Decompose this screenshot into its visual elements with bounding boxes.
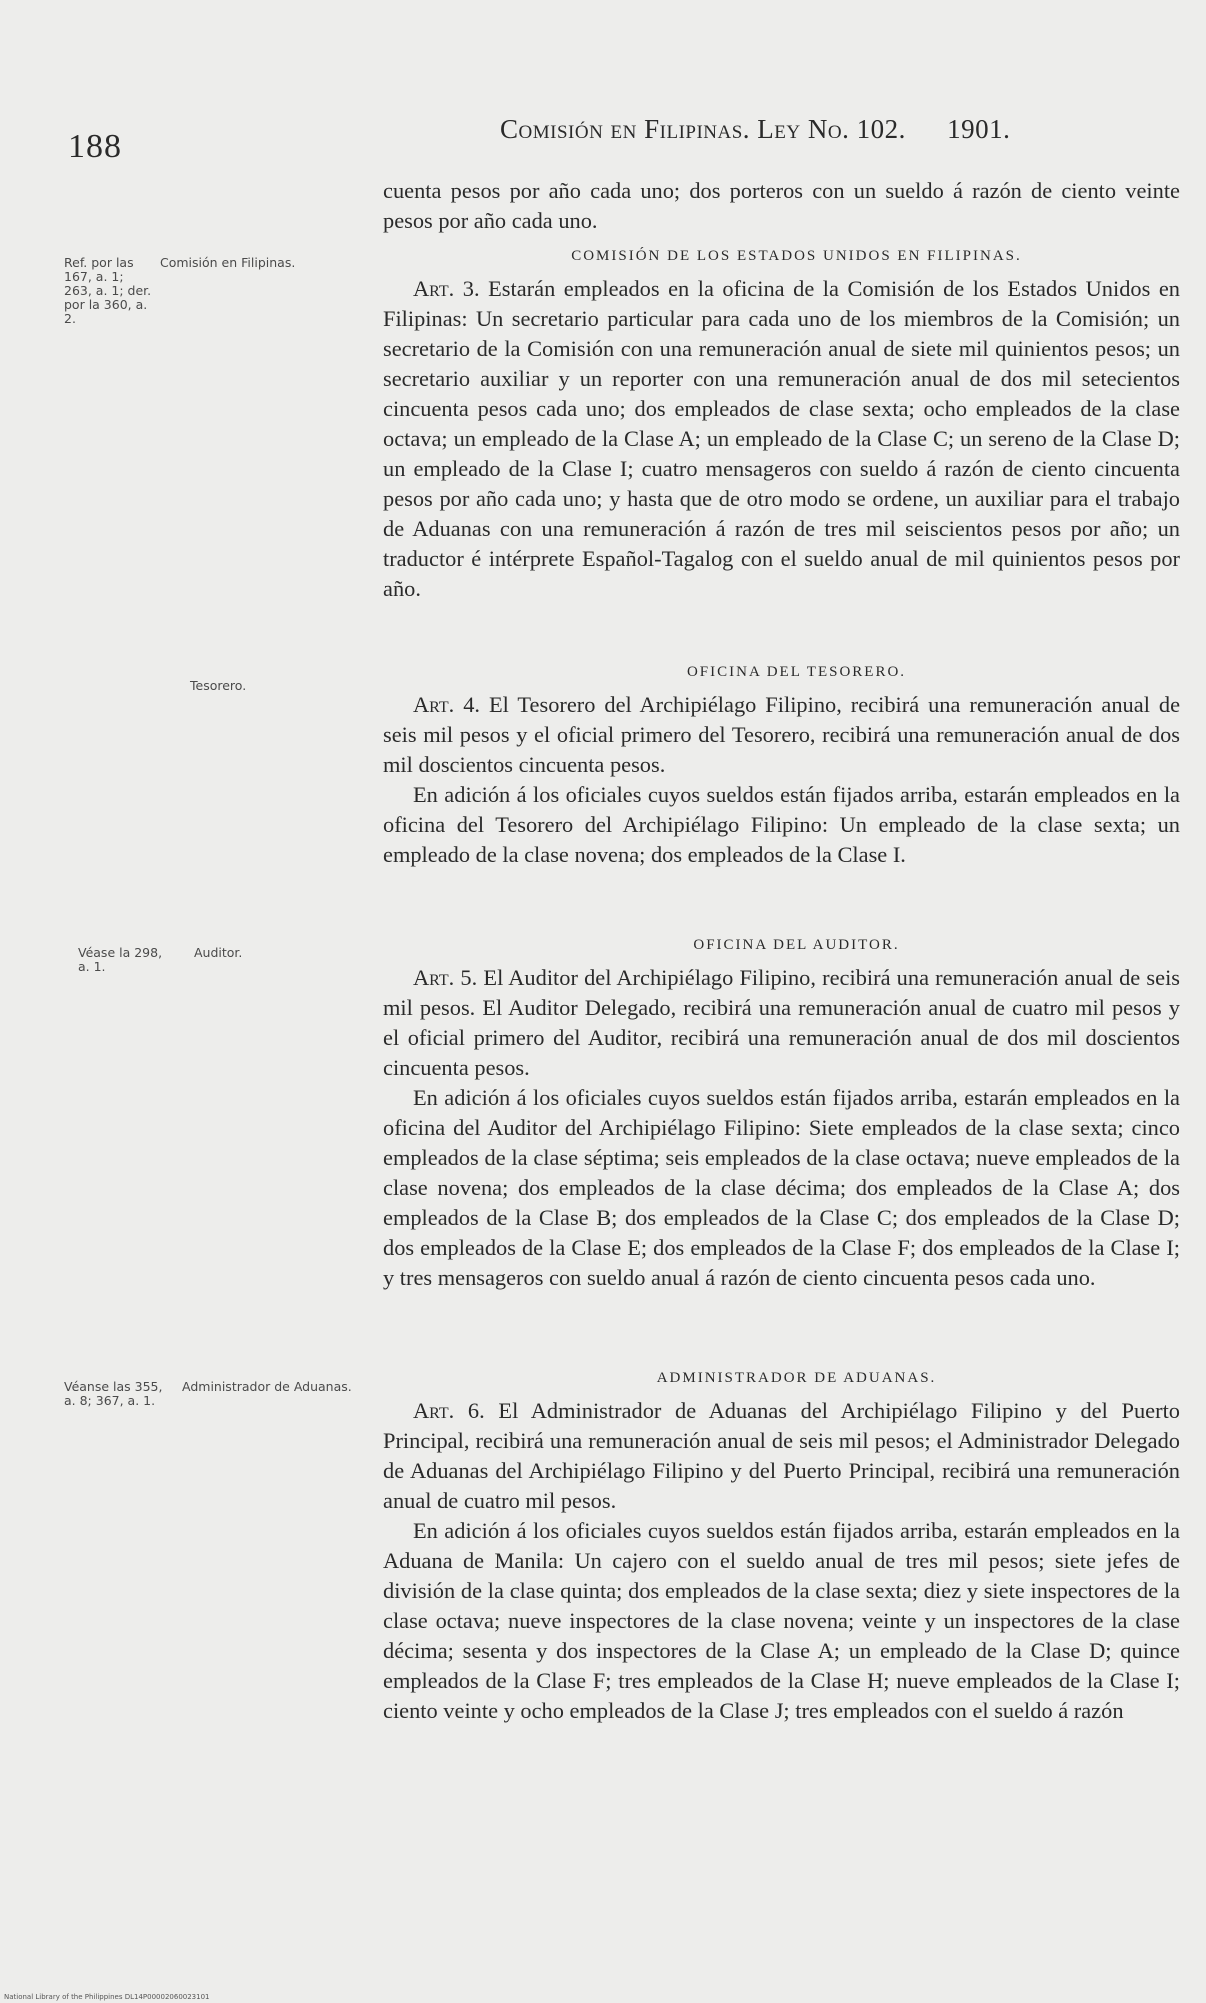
article-5-text: El Auditor del Archipiélago Filipino, recibirá una remuneración anual de seis mil pesos. El Auditor Delegado, recibirá una remuneración anual de cuatro mil pesos y el oficial primero del Auditor, recibirá una remuneración anual de dos mil doscientos cincuenta pesos.	[383, 965, 1180, 1080]
article-4-label: Art. 4.	[413, 692, 481, 717]
heading-comision: COMISIÓN DE LOS ESTADOS UNIDOS EN FILIPINAS.	[571, 248, 1022, 264]
section-aduanas	[383, 1366, 1180, 1726]
margin-note-references: Ref. por las 167, a. 1; 263, a. 1; der. por la 360, a. 2.	[64, 255, 152, 326]
heading-auditor: OFICINA DEL AUDITOR.	[693, 937, 900, 953]
margin-note-comision: Comisión en Filipinas.	[160, 255, 296, 270]
article-4-text: El Tesorero del Archipiélago Filipino, recibirá una remuneración anual de seis mil pesos y el oficial primero del Tesorero, recibirá una remuneración anual de dos mil doscientos cincuenta pesos.	[383, 692, 1181, 777]
margin-note-administrador: Administrador de Aduanas.	[182, 1379, 352, 1394]
intro-paragraph: cuenta pesos por año cada uno; dos porteros con un sueldo á razón de ciento veinte pesos por año cada uno.	[383, 178, 1180, 233]
article-4	[383, 690, 1180, 780]
article-3	[383, 274, 1180, 604]
margin-note-vease-auditor: Véase la 298, a. 1.	[78, 945, 163, 974]
section-tesorero	[383, 660, 1180, 870]
heading-aduanas: ADMINISTRADOR DE ADUANAS.	[656, 1370, 937, 1386]
margin-note-vease-aduanas: Véanse las 355, a. 8; 367, a. 1.	[64, 1379, 163, 1408]
article-3-text: Estarán empleados en la oficina de la Comisión de los Estados Unidos en Filipinas: Un secretario particular para cada uno de los miembros de la Comisión; un secretario de la Comisión con una remuneración anual de siete mil quinientos pesos; un secretario auxiliar y un reporter con una remuneración anual de dos mil setecientos cincuenta pesos cada uno; dos empleados de clase sexta; ocho empleados de la clase octava; un empleado de la Clase A; un empleado de la Clase C; un sereno de la Clase D; un empleado de la Clase I; cuatro mensageros con sueldo á razón de ciento cincuenta pesos por año cada uno; y hasta que de otro modo se ordene, un auxiliar para el trabajo de Aduanas con una remuneración á razón de tres mil seiscientos pesos por año; un traductor é intérprete Español-Tagalog con el sueldo anual de mil quinientos pesos por año.	[383, 276, 1180, 601]
margin-note-tesorero: Tesorero.	[190, 678, 247, 693]
section-comision	[383, 244, 1180, 604]
article-3-label: Art. 3.	[413, 276, 480, 301]
article-5-label: Art. 5.	[413, 965, 478, 990]
article-5-paragraph-2: En adición á los oficiales cuyos sueldos están fijados arriba, estarán empleados en la oficina del Auditor del Archipiélago Filipino: Siete empleados de la clase sexta; cinco empleados de la clase séptima; seis empleados de la clase octava; nueve empleados de la clase novena; dos empleados de la clase décima; dos empleados de la Clase A; dos empleados de la Clase B; dos empleados de la Clase C; dos empleados de la Clase D; dos empleados de la Clase E; dos empleados de la Clase F; dos empleados de la Clase I; y tres mensageros con sueldo anual á razón de ciento cincuenta pesos cada uno.	[383, 1085, 1180, 1290]
section-auditor	[383, 933, 1180, 1293]
article-6-paragraph-2: En adición á los oficiales cuyos sueldos están fijados arriba, estarán empleados en la Aduana de Manila: Un cajero con el sueldo anual de tres mil pesos; siete jefes de división de la clase quinta; dos empleados de la clase sexta; diez y siete inspectores de la clase octava; nueve inspectores de la clase novena; veinte y un inspectores de la clase décima; sesenta y dos inspectores de la Clase A; un empleado de la Clase D; quince empleados de la Clase F; tres empleados de la Clase H; nueve empleados de la Clase I; ciento veinte y ocho empleados de la Clase J; tres empleados con el sueldo á razón	[383, 1518, 1180, 1723]
article-4-paragraph-2: En adición á los oficiales cuyos sueldos están fijados arriba, estarán empleados en la oficina del Tesorero del Archipiélago Filipino: Un empleado de la clase sexta; un empleado de la clase novena; dos empleados de la Clase I.	[383, 782, 1180, 867]
article-6-text: El Administrador de Aduanas del Archipiélago Filipino y del Puerto Principal, recibirá una remuneración anual de seis mil pesos; el Administrador Delegado de Aduanas del Archipiélago Filipino y del Puerto Principal, recibirá una remuneración anual de cuatro mil pesos.	[383, 1398, 1180, 1513]
running-title: Comisión en Filipinas.	[500, 114, 751, 144]
article-6	[383, 1396, 1180, 1516]
article-6-label: Art. 6.	[413, 1398, 485, 1423]
article-5	[383, 963, 1180, 1083]
margin-note-auditor: Auditor.	[194, 945, 243, 960]
running-header	[500, 114, 1010, 145]
header-year: 1901.	[947, 114, 1011, 144]
page-number: 188	[68, 128, 122, 165]
intro-section	[383, 176, 1180, 236]
library-credit: National Library of the Philippines DL14P00002060023101	[4, 1993, 210, 2001]
heading-tesorero: OFICINA DEL TESORERO.	[686, 664, 907, 680]
law-number: Ley No. 102.	[757, 114, 906, 144]
